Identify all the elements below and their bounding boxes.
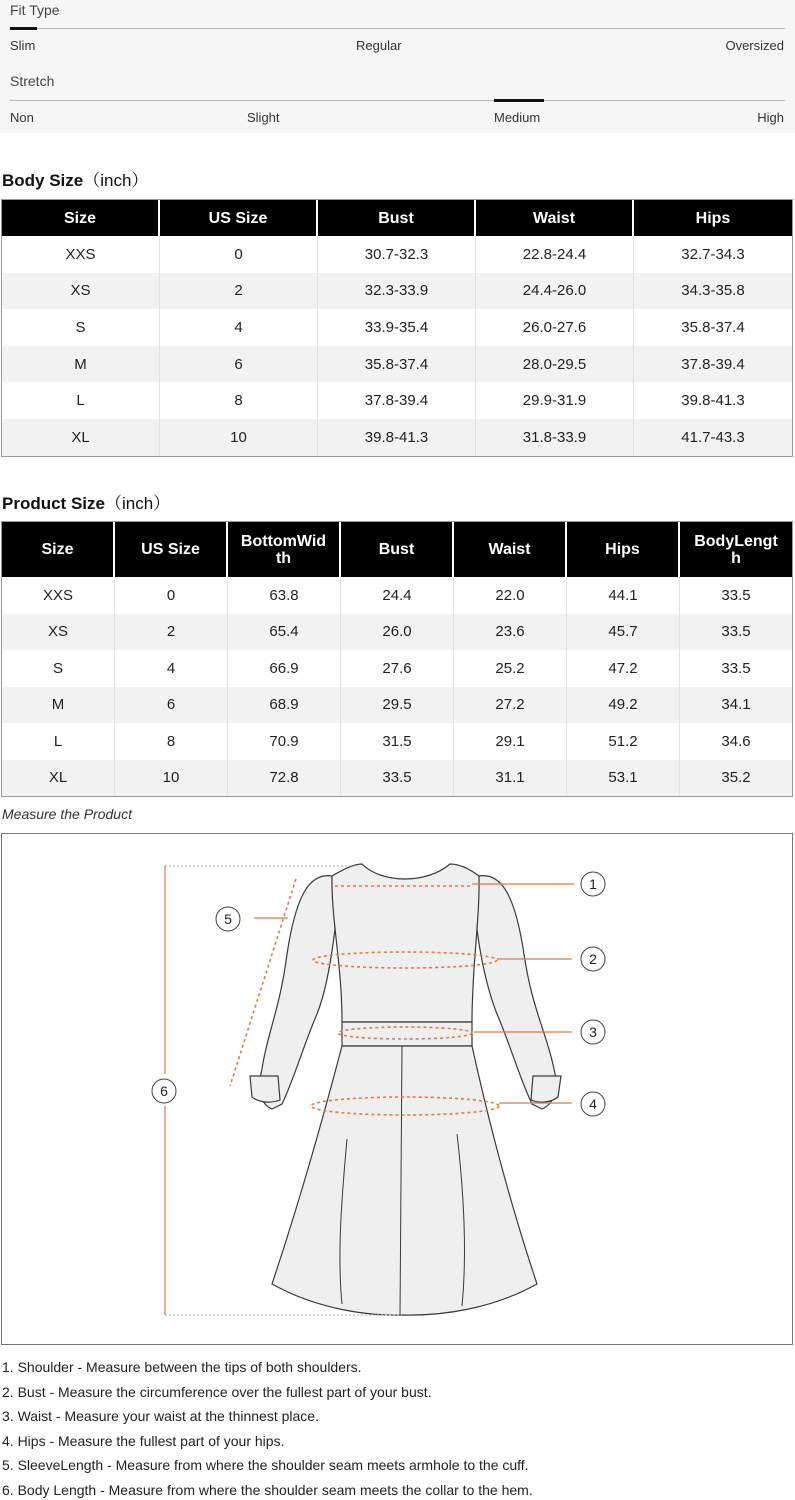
table-cell: 31.1 xyxy=(454,760,567,797)
product-size-table xyxy=(1,521,793,797)
table-cell: S xyxy=(2,650,115,687)
stretch-indicator xyxy=(494,99,544,102)
body-size-title: Body Size xyxy=(2,171,84,190)
table-cell: 35.8-37.4 xyxy=(681,318,745,336)
marker-3-label: 3 xyxy=(589,1024,597,1040)
table-header-row xyxy=(2,522,792,577)
fit-type-label-regular: Regular xyxy=(356,38,402,53)
measurement-diagram xyxy=(1,833,793,1345)
table-row xyxy=(2,419,792,456)
table-cell: XS xyxy=(2,614,115,651)
table-row xyxy=(2,614,792,651)
column-header: Waist xyxy=(454,522,567,577)
table-row xyxy=(2,382,792,419)
table-cell: 22.0 xyxy=(454,577,567,614)
table-cell: 10 xyxy=(160,419,318,456)
table-cell: 35.2 xyxy=(680,760,792,797)
table-cell: 26.0 xyxy=(341,614,454,651)
fit-type-title: Fit Type xyxy=(10,2,60,18)
column-header: Size xyxy=(2,522,115,577)
column-header: US Size xyxy=(160,200,318,236)
note-waist: 3. Waist - Measure your waist at the thinnest place. xyxy=(2,1408,319,1425)
table-cell: 34.6 xyxy=(721,732,751,750)
table-cell: 35.8-37.4 xyxy=(318,346,476,383)
marker-1 xyxy=(581,872,605,896)
table-cell: 44.1 xyxy=(567,577,680,614)
stretch-label-medium: Medium xyxy=(494,110,541,125)
table-row xyxy=(2,236,792,273)
marker-4 xyxy=(581,1092,605,1116)
fit-stretch-panel xyxy=(0,0,795,133)
table-row xyxy=(2,273,792,310)
table-row xyxy=(2,723,792,760)
table-cell: 33.5 xyxy=(721,659,751,677)
table-cell: 66.9 xyxy=(228,650,341,687)
column-header: BottomWidth xyxy=(228,522,341,577)
table-row xyxy=(2,760,792,797)
table-cell: 49.2 xyxy=(567,687,680,724)
fit-type-label-oversized: Oversized xyxy=(725,38,784,53)
table-cell: 33.5 xyxy=(721,586,751,604)
note-shoulder: 1. Shoulder - Measure between the tips of both shoulders. xyxy=(2,1359,362,1375)
table-cell: 31.8-33.9 xyxy=(476,419,634,456)
table-cell: XXS xyxy=(2,577,115,614)
fit-type-indicator xyxy=(10,27,37,30)
table-cell: 65.4 xyxy=(228,614,341,651)
column-header: Size xyxy=(2,200,160,236)
skirt xyxy=(272,1046,537,1315)
left-sleeve xyxy=(260,876,335,1109)
table-cell: 41.7-43.3 xyxy=(634,419,792,456)
table-cell: 2 xyxy=(115,614,228,651)
table-cell: L xyxy=(2,382,160,419)
column-header: Hips xyxy=(634,200,792,236)
stretch-track xyxy=(10,100,785,101)
table-cell: 72.8 xyxy=(228,760,341,797)
table-cell: 32.3-33.9 xyxy=(318,273,476,310)
table-row xyxy=(2,309,792,346)
table-cell: 8 xyxy=(160,382,318,419)
table-cell: XL xyxy=(2,760,115,797)
table-cell: 63.8 xyxy=(228,577,341,614)
waistband xyxy=(342,1022,472,1046)
left-cuff xyxy=(250,1076,280,1102)
table-cell: 30.7-32.3 xyxy=(318,236,476,273)
table-cell: 24.4 xyxy=(341,577,454,614)
table-cell: 34.3-35.8 xyxy=(634,273,792,310)
product-size-heading xyxy=(2,489,170,514)
marker-1-label: 1 xyxy=(589,876,597,892)
table-cell: M xyxy=(2,346,160,383)
table-cell: 6 xyxy=(115,687,228,724)
table-cell: 34.1 xyxy=(680,687,792,724)
note-hips: 4. Hips - Measure the fullest part of your hips. xyxy=(2,1432,285,1449)
table-cell: 37.8-39.4 xyxy=(318,382,476,419)
table-header-row xyxy=(2,200,792,236)
note-bust: 2. Bust - Measure the circumference over the fullest part of your bust. xyxy=(2,1383,432,1400)
product-size-unit: （inch） xyxy=(104,494,171,513)
stretch-label-slight: Slight xyxy=(247,110,280,125)
table-cell: 39.8-41.3 xyxy=(681,392,745,410)
stretch-title: Stretch xyxy=(10,73,55,89)
table-cell: 32.7-34.3 xyxy=(681,245,745,263)
table-cell: 23.6 xyxy=(454,614,567,651)
marker-6 xyxy=(152,1079,176,1103)
stretch-label-non: Non xyxy=(10,110,34,125)
column-header: Bust xyxy=(341,522,454,577)
marker-2-label: 2 xyxy=(589,951,597,967)
marker-3 xyxy=(581,1020,605,1044)
table-cell: 27.6 xyxy=(341,650,454,687)
table-cell: 33.5 xyxy=(341,760,454,797)
right-cuff xyxy=(531,1076,561,1102)
table-cell: 2 xyxy=(160,273,318,310)
table-cell: 25.2 xyxy=(454,650,567,687)
column-header: Bust xyxy=(318,200,476,236)
table-cell: 53.1 xyxy=(567,760,680,797)
table-cell: XS xyxy=(2,273,160,310)
body-size-heading xyxy=(2,166,148,191)
table-row xyxy=(2,577,792,614)
marker-6-label: 6 xyxy=(160,1083,168,1099)
table-cell: 51.2 xyxy=(567,723,680,760)
marker-5-label: 5 xyxy=(224,911,232,927)
table-cell: 4 xyxy=(115,650,228,687)
table-cell: XL xyxy=(2,419,160,456)
table-cell: 22.8-24.4 xyxy=(476,236,634,273)
dress-illustration xyxy=(2,834,792,1344)
table-cell: 0 xyxy=(160,236,318,273)
marker-5 xyxy=(216,907,240,931)
stretch-label-high: High xyxy=(757,110,784,125)
table-cell: 24.4-26.0 xyxy=(476,273,634,310)
table-cell: 29.5 xyxy=(341,687,454,724)
column-header: Waist xyxy=(476,200,634,236)
fit-type-label-slim: Slim xyxy=(10,38,36,53)
column-header: Hips xyxy=(567,522,680,577)
right-sleeve xyxy=(477,876,556,1109)
table-cell: 0 xyxy=(115,577,228,614)
table-cell: 39.8-41.3 xyxy=(318,419,476,456)
table-cell: 70.9 xyxy=(228,723,341,760)
fit-type-track xyxy=(10,28,785,29)
note-body-length: 6. Body Length - Measure from where the shoulder seam meets the collar to the hem. xyxy=(2,1481,533,1498)
measure-caption: Measure the Product xyxy=(2,806,132,822)
table-row xyxy=(2,687,792,724)
table-cell: 28.0-29.5 xyxy=(476,346,634,383)
table-cell: 37.8-39.4 xyxy=(634,346,792,383)
marker-4-label: 4 xyxy=(589,1096,597,1112)
table-cell: 45.7 xyxy=(567,614,680,651)
table-cell: 26.0-27.6 xyxy=(476,309,634,346)
bodice xyxy=(332,864,479,1022)
body-size-table xyxy=(1,199,793,457)
product-size-title: Product Size xyxy=(2,494,105,513)
note-sleeve-length: 5. SleeveLength - Measure from where the shoulder seam meets armhole to the cuff. xyxy=(2,1457,529,1474)
table-cell: 8 xyxy=(115,723,228,760)
table-cell: 33.5 xyxy=(680,614,792,651)
table-cell: 6 xyxy=(160,346,318,383)
table-cell: 33.9-35.4 xyxy=(318,309,476,346)
table-cell: 4 xyxy=(160,309,318,346)
table-cell: 29.1 xyxy=(454,723,567,760)
table-cell: 68.9 xyxy=(228,687,341,724)
body-size-unit: （inch） xyxy=(83,171,149,190)
measurement-notes xyxy=(2,1357,533,1500)
marker-2 xyxy=(581,947,605,971)
table-cell: 31.5 xyxy=(341,723,454,760)
table-cell: 27.2 xyxy=(454,687,567,724)
table-cell: 10 xyxy=(115,760,228,797)
table-row xyxy=(2,346,792,383)
table-cell: 47.2 xyxy=(567,650,680,687)
table-cell: M xyxy=(2,687,115,724)
table-cell: 29.9-31.9 xyxy=(476,382,634,419)
column-header: US Size xyxy=(115,522,228,577)
table-cell: L xyxy=(2,723,115,760)
table-cell: XXS xyxy=(2,236,160,273)
column-header: BodyLength xyxy=(680,522,792,577)
table-cell: S xyxy=(2,309,160,346)
table-row xyxy=(2,650,792,687)
